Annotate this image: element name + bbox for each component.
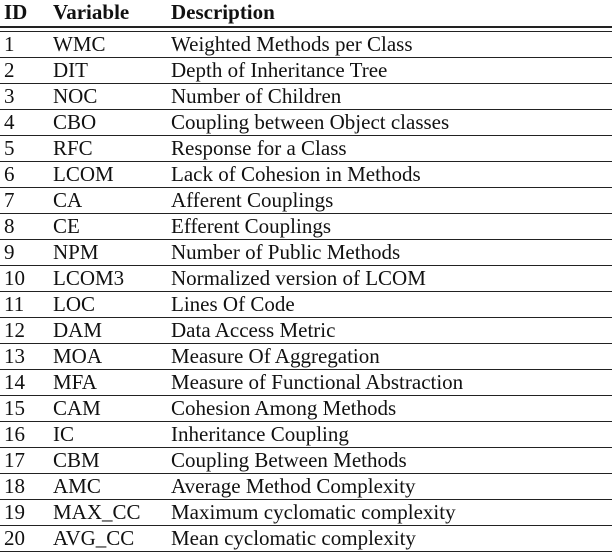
cell-variable: DIT — [53, 58, 88, 82]
table-row — [0, 188, 612, 214]
cell-variable: NPM — [53, 240, 99, 264]
table-row — [0, 370, 612, 396]
cell-description: Cohesion Among Methods — [171, 396, 397, 420]
cell-variable: CA — [53, 188, 83, 212]
cell-variable: LOC — [53, 292, 95, 316]
cell-description: Average Method Complexity — [171, 474, 416, 498]
cell-id: 7 — [4, 188, 15, 212]
cell-variable: LCOM — [53, 162, 114, 186]
cell-id: 17 — [4, 448, 25, 472]
cell-variable: MFA — [53, 370, 97, 394]
table-row — [0, 32, 612, 58]
table-row — [0, 318, 612, 344]
cell-description: Weighted Methods per Class — [171, 32, 413, 56]
cell-description: Inheritance Coupling — [171, 422, 349, 446]
cell-variable: WMC — [53, 32, 106, 56]
cell-variable: CBM — [53, 448, 100, 472]
cell-description: Mean cyclomatic complexity — [171, 526, 416, 550]
cell-description: Measure of Functional Abstraction — [171, 370, 464, 394]
table-row — [0, 344, 612, 370]
table-header — [0, 0, 612, 28]
cell-description: Number of Children — [171, 84, 342, 108]
cell-description: Efferent Couplings — [171, 214, 332, 238]
cell-variable: CE — [53, 214, 80, 238]
cell-description: Response for a Class — [171, 136, 347, 160]
table-row — [0, 526, 612, 552]
cell-variable: CAM — [53, 396, 101, 420]
table-row — [0, 110, 612, 136]
cell-id: 18 — [4, 474, 25, 498]
cell-id: 10 — [4, 266, 25, 290]
cell-variable: LCOM3 — [53, 266, 125, 290]
cell-id: 4 — [4, 110, 15, 134]
cell-variable: AVG_CC — [53, 526, 135, 550]
cell-description: Coupling between Object classes — [171, 110, 450, 134]
table-row — [0, 58, 612, 84]
cell-variable: CBO — [53, 110, 97, 134]
cell-id: 5 — [4, 136, 15, 160]
table-row — [0, 500, 612, 526]
cell-variable: DAM — [53, 318, 103, 342]
cell-id: 12 — [4, 318, 25, 342]
table-row — [0, 396, 612, 422]
cell-id: 11 — [4, 292, 25, 316]
cell-description: Afferent Couplings — [171, 188, 334, 212]
cell-description: Number of Public Methods — [171, 240, 401, 264]
cell-id: 1 — [4, 32, 15, 56]
cell-description: Data Access Metric — [171, 318, 336, 342]
cell-description: Maximum cyclomatic complexity — [171, 500, 456, 524]
cell-variable: AMC — [53, 474, 101, 498]
cell-description: Coupling Between Methods — [171, 448, 407, 472]
table-row — [0, 136, 612, 162]
cell-id: 14 — [4, 370, 25, 394]
cell-id: 19 — [4, 500, 25, 524]
table-row — [0, 422, 612, 448]
header-variable: Variable — [53, 0, 130, 24]
cell-id: 9 — [4, 240, 15, 264]
cell-variable: RFC — [53, 136, 93, 160]
header-description: Description — [171, 0, 275, 24]
table-row — [0, 162, 612, 188]
cell-description: Normalized version of LCOM — [171, 266, 426, 290]
cell-description: Measure Of Aggregation — [171, 344, 380, 368]
table-row — [0, 292, 612, 318]
cell-id: 2 — [4, 58, 15, 82]
cell-variable: IC — [53, 422, 74, 446]
cell-id: 20 — [4, 526, 25, 550]
cell-variable: MAX_CC — [53, 500, 141, 524]
cell-variable: MOA — [53, 344, 103, 368]
cell-variable: NOC — [53, 84, 98, 108]
table-row — [0, 266, 612, 292]
header-id: ID — [4, 0, 28, 24]
table-row — [0, 448, 612, 474]
table-row — [0, 84, 612, 110]
cell-id: 16 — [4, 422, 25, 446]
cell-id: 6 — [4, 162, 15, 186]
cell-id: 13 — [4, 344, 25, 368]
cell-id: 3 — [4, 84, 15, 108]
cell-id: 8 — [4, 214, 15, 238]
table-row — [0, 240, 612, 266]
table-row — [0, 474, 612, 500]
table-row — [0, 214, 612, 240]
cell-description: Lines Of Code — [171, 292, 295, 316]
table-body — [0, 32, 612, 552]
cell-id: 15 — [4, 396, 25, 420]
cell-description: Depth of Inheritance Tree — [171, 58, 388, 82]
cell-description: Lack of Cohesion in Methods — [171, 162, 421, 186]
